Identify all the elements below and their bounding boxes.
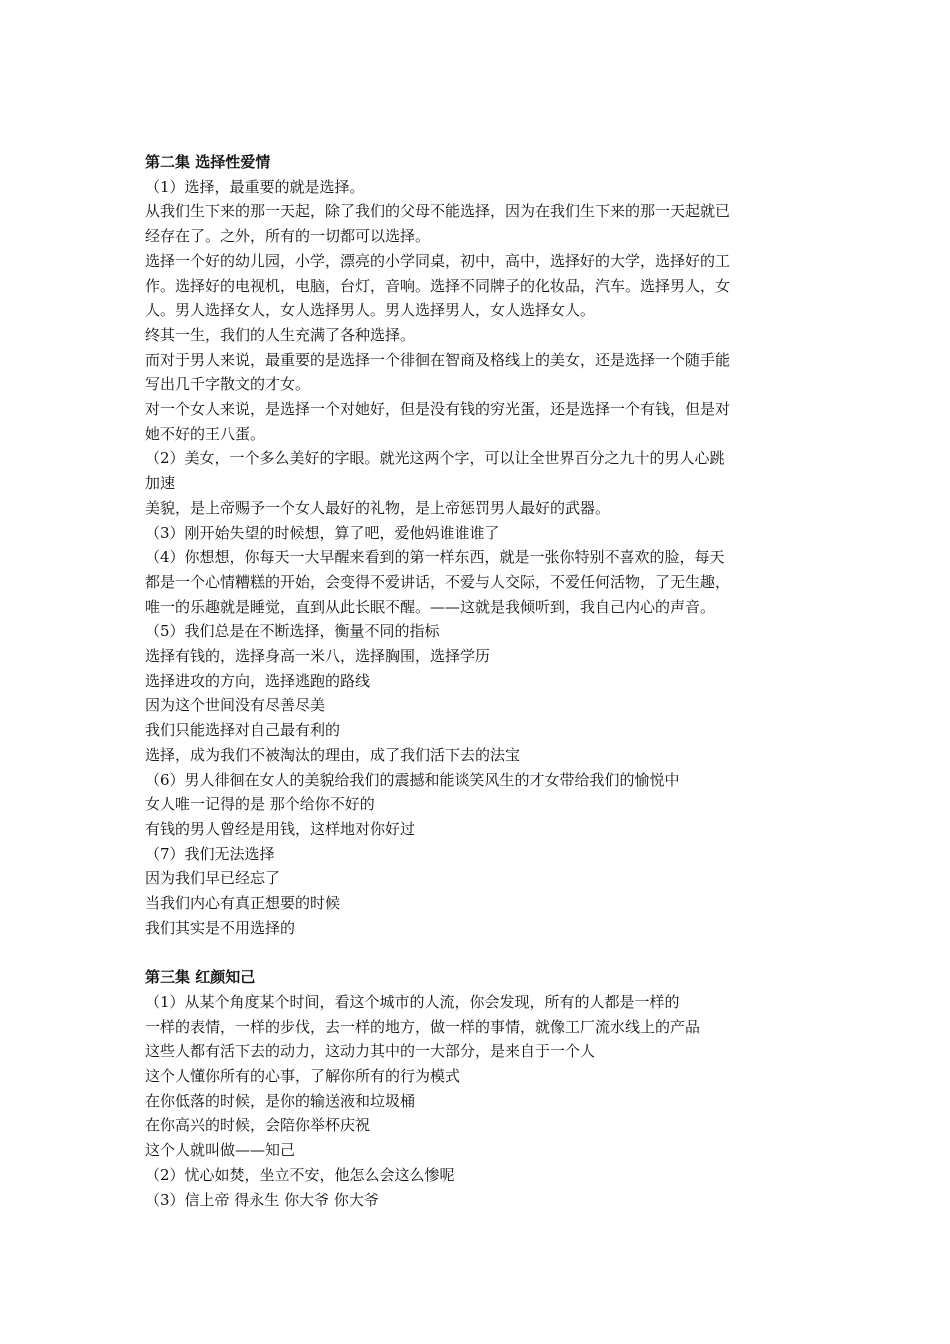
text-line: 因为这个世间没有尽善尽美 [145,696,326,715]
text-line: 当我们内心有真正想要的时候 [145,894,341,913]
text-line: （7）我们无法选择 [145,844,275,863]
text-line: 这些人都有活下去的动力，这动力其中的一大部分，是来自于一个人 [145,1042,596,1061]
text-line: 作。选择好的电视机，电脑，台灯，音响。选择不同牌子的化妆品，汽车。选择男人，女 [145,276,731,295]
section-heading: 第三集 红颜知己 [145,968,256,987]
text-line: 这个人懂你所有的心事，了解你所有的行为模式 [145,1067,461,1085]
text-line: 唯一的乐趣就是睡觉，直到从此长眠不醒。——这就是我倾听到，我自己内心的声音。 [145,597,716,616]
text-line: 选择进攻的方向，选择逃跑的路线 [145,671,371,690]
text-line: 写出几千字散文的才女。 [145,375,311,394]
text-line: 对一个女人来说，是选择一个对她好，但是没有钱的穷光蛋，还是选择一个有钱，但是对 [145,400,731,419]
section-body [145,175,815,941]
section-spacer [145,941,815,966]
text-line: 这个人就叫做——知己 [145,1141,296,1160]
text-line: 有钱的男人曾经是用钱，这样地对你好过 [145,819,416,838]
section-episode-3 [145,965,815,1212]
text-line: 人。男人选择女人，女人选择男人。男人选择男人，女人选择女人。 [145,301,596,320]
text-line: 加速 [145,474,176,493]
section-episode-2 [145,150,815,941]
text-line: （2）美女，一个多么美好的字眼。就光这两个字，可以让全世界百分之九十的男人心跳 [145,449,725,468]
text-line: 经存在了。之外，所有的一切都可以选择。 [145,227,431,246]
text-line: 美貌，是上帝赐予一个女人最好的礼物，是上帝惩罚男人最好的武器。 [145,498,611,517]
document-page [145,150,815,1212]
text-line: 在你低落的时候，是你的输送液和垃圾桶 [145,1091,416,1110]
text-line: 而对于男人来说，最重要的是选择一个徘徊在智商及格线上的美女，还是选择一个随手能 [145,350,731,369]
text-line: （5）我们总是在不断选择，衡量不同的指标 [145,622,440,641]
section-heading: 第二集 选择性爱情 [145,153,271,171]
text-line: 我们其实是不用选择的 [145,918,296,937]
text-line: 终其一生，我们的人生充满了各种选择。 [145,325,416,344]
text-line: （3）刚开始失望的时候想，算了吧，爱他妈谁谁谁了 [145,523,500,542]
text-line: 从我们生下来的那一天起，除了我们的父母不能选择，因为在我们生下来的那一天起就已 [145,202,731,221]
text-line: 我们只能选择对自己最有利的 [145,721,341,740]
text-line: 因为我们早已经忘了 [145,869,281,888]
text-line: 都是一个心情糟糕的开始，会变得不爱讲话，不爱与人交际，不爱任何活物，了无生趣， [145,572,731,591]
text-line: （3）信上帝 得永生 你大爷 你大爷 [145,1190,379,1209]
text-line: 选择，成为我们不被淘汰的理由，成了我们活下去的法宝 [145,745,521,764]
text-line: （6）男人徘徊在女人的美貌给我们的震撼和能谈笑风生的才女带给我们的愉悦中 [145,770,680,789]
text-line: 她不好的王八蛋。 [145,424,266,443]
text-line: 在你高兴的时候，会陪你举杯庆祝 [145,1116,371,1135]
text-line: 女人唯一记得的是 那个给你不好的 [145,795,375,814]
text-line: 一样的表情，一样的步伐，去一样的地方，做一样的事情，就像工厂流水线上的产品 [145,1017,701,1036]
text-line: （4）你想想，你每天一大早醒来看到的第一样东西，就是一张你特别不喜欢的脸，每天 [145,548,725,567]
section-body [145,990,815,1212]
text-line: （1）从某个角度某个时间，看这个城市的人流，你会发现，所有的人都是一样的 [145,992,680,1011]
text-line: （1）选择，最重要的就是选择。 [145,177,365,196]
text-line: 选择有钱的，选择身高一米八，选择胸围，选择学历 [145,647,491,666]
text-line: 选择一个好的幼儿园，小学，漂亮的小学同桌，初中，高中，选择好的大学，选择好的工 [145,251,731,270]
text-line: （2）忧心如焚，坐立不安，他怎么会这么惨呢 [145,1165,455,1184]
